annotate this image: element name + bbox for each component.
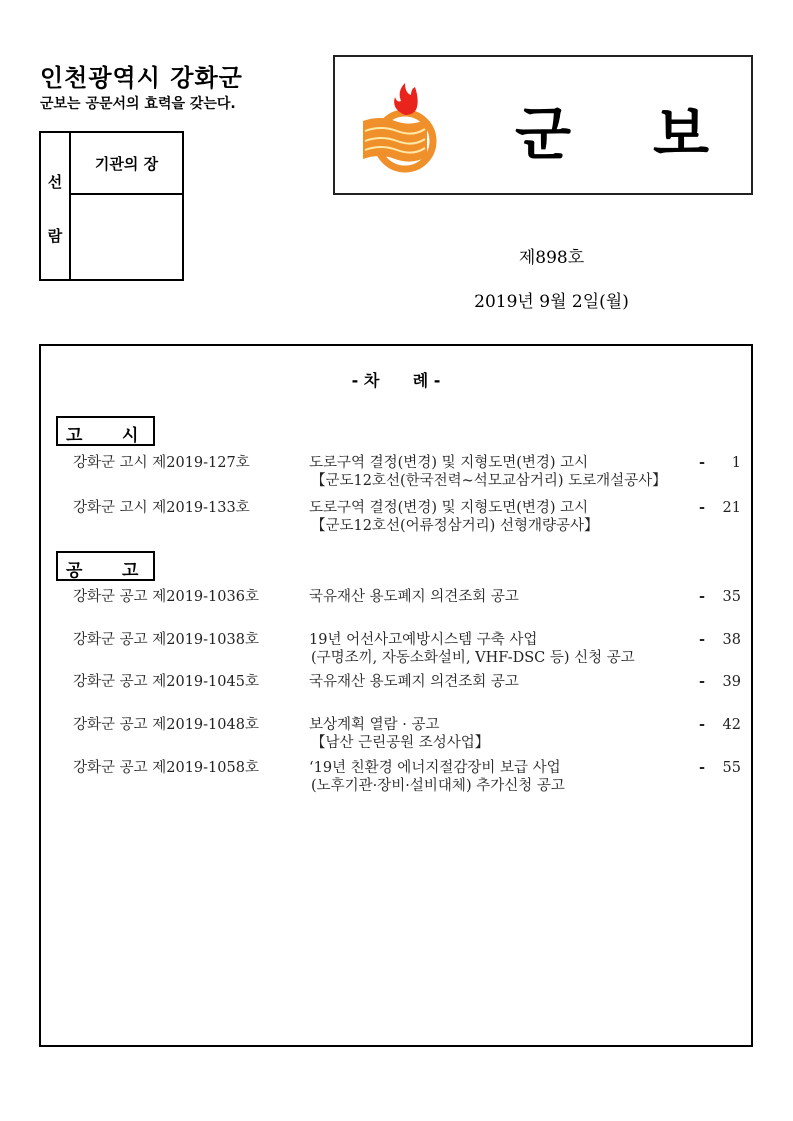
entry-number: 강화군 공고 제2019-1048호 <box>73 717 259 733</box>
entry-subtitle: 【군도12호선(한국전력~석모교삼거리) 도로개설공사】 <box>311 473 667 489</box>
entry-title: 도로구역 결정(변경) 및 지형도면(변경) 고시 <box>309 455 589 471</box>
masthead-box <box>333 55 753 195</box>
entry-page: 42 <box>722 717 741 733</box>
review-side-char: 람 <box>47 227 63 245</box>
review-side-char: 선 <box>47 173 63 191</box>
entry-dash: - <box>699 759 706 776</box>
entry-number: 강화군 고시 제2019-133호 <box>73 500 250 516</box>
entry-title: ‘19년 친환경 에너지절감장비 보급 사업 <box>309 760 561 776</box>
section-label-notice <box>56 416 155 446</box>
entry-title: 국유재산 용도폐지 의견조회 공고 <box>309 674 519 690</box>
entry-page: 38 <box>722 632 741 648</box>
section-label-char: 시 <box>122 426 139 446</box>
entry-title: 보상계획 열람 · 공고 <box>309 717 440 733</box>
entry-dash: - <box>699 716 706 733</box>
organization-title: 인천광역시 강화군 <box>40 64 243 92</box>
entry-dash: - <box>699 499 706 516</box>
entry-dash: - <box>699 454 706 471</box>
entry-subtitle: (구명조끼, 자동소화설비, VHF-DSC 등) 신청 공고 <box>311 650 635 666</box>
entry-page: 21 <box>722 500 741 516</box>
masthead-title-char: 보 <box>653 100 710 168</box>
section-label-char: 공 <box>66 561 83 581</box>
table-of-contents <box>39 344 753 1047</box>
entry-number: 강화군 고시 제2019-127호 <box>73 455 250 471</box>
section-label-announcement <box>56 551 155 581</box>
section-label-char: 고 <box>122 561 139 581</box>
entry-subtitle: (노후기관·장비·설비대체) 추가신청 공고 <box>311 778 565 794</box>
issue-number <box>0 243 793 268</box>
entry-number: 강화군 공고 제2019-1045호 <box>73 674 259 690</box>
issue-date <box>0 287 793 312</box>
review-head-label: 기관의 장 <box>71 133 182 195</box>
entry-title: 도로구역 결정(변경) 및 지형도면(변경) 고시 <box>309 500 589 516</box>
issue-number-text: 제898호 <box>518 248 585 268</box>
masthead-title-char: 군 <box>515 100 572 168</box>
entry-dash: - <box>699 673 706 690</box>
entry-page: 35 <box>722 589 741 605</box>
entry-dash: - <box>699 588 706 605</box>
entry-number: 강화군 공고 제2019-1036호 <box>73 589 259 605</box>
gangwha-county-emblem-icon <box>357 79 447 174</box>
entry-number: 강화군 공고 제2019-1058호 <box>73 760 259 776</box>
entry-page: 1 <box>731 455 741 471</box>
section-label-char: 고 <box>66 426 83 446</box>
entry-title: 19년 어선사고예방시스템 구축 사업 <box>309 632 538 648</box>
entry-number: 강화군 공고 제2019-1038호 <box>73 632 259 648</box>
toc-title: - 차 례 - <box>351 371 441 390</box>
entry-page: 55 <box>722 760 741 776</box>
entry-subtitle: 【군도12호선(어류정삼거리) 선형개량공사】 <box>311 518 599 534</box>
entry-page: 39 <box>722 674 741 690</box>
issue-date-text: 2019년 9월 2일(월) <box>474 292 629 312</box>
entry-subtitle: 【남산 근린공원 조성사업】 <box>311 735 490 751</box>
entry-title: 국유재산 용도폐지 의견조회 공고 <box>309 589 519 605</box>
entry-dash: - <box>699 631 706 648</box>
organization-subtitle: 군보는 공문서의 효력을 갖는다. <box>40 96 236 112</box>
